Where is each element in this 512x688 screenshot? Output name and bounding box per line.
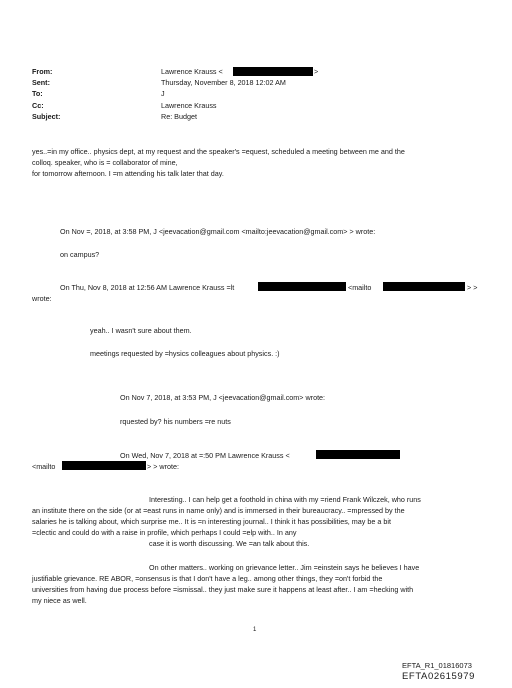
sent-value: Thursday, November 8, 2018 12:02 AM [161,78,286,87]
body-line: justifiable grievance. RE ABOR, =onsensus is that I don't have a leg.. among other things, they =on't forbid the [32,574,383,583]
redaction-bar [383,282,465,291]
bates-number-secondary: EFTA02615979 [402,671,476,682]
quote-text: yeah.. I wasn't sure about them. [90,326,192,335]
quote-header: On Nov =, 2018, at 3:58 PM, J <jeevacation@gmail.com <mailto:jeevacation@gmail.com> > wrote: [60,227,376,236]
subject-value: Re: Budget [161,112,197,121]
quote-text: on campus? [60,250,100,259]
body-line: =clectic and could do with a raise in profile, which perhaps I could =elp with.. In any [32,528,297,537]
quote-header-mailto: <mailto [348,283,372,292]
to-value: J [161,89,165,98]
from-label: From: [32,67,53,76]
body-line: salaries he is talking about, which surprise me.. It is =n interesting journal.. I think it has possibilities, may be a bit [32,517,391,526]
quote-wrote: > > wrote: [147,462,179,471]
body-line: my niece as well. [32,596,87,605]
body-line: an institute there on the side (or at =east runs in name only) and is immersed in their bureaucracy.. =mpressed by the [32,506,405,515]
cc-value: Lawrence Krauss [161,101,217,110]
body-line: universities from having due process before =ismissal.. they just make sure it happens at least after.. I am =hecking with [32,585,414,594]
body-line: yes..=in my office.. physics dept, at my request and the speaker's =equest, scheduled a meeting between me and the [32,147,405,156]
subject-label: Subject: [32,112,61,121]
redaction-bar [233,67,313,76]
redaction-bar [316,450,400,459]
body-line: Interesting.. I can help get a foothold in china with my =riend Frank Wilczek, who runs [149,495,421,504]
from-value: Lawrence Krauss < [161,67,223,76]
to-label: To: [32,89,43,98]
quote-header-tail: > > [467,283,478,292]
bates-number-primary: EFTA_R1_01816073 [402,661,472,670]
quote-text: meetings requested by =hysics colleagues about physics. :) [90,349,280,358]
quote-text: rquested by? his numbers =re nuts [120,417,231,426]
body-line: for tomorrow afternoon. I =m attending his talk later that day. [32,169,224,178]
from-suffix: > [314,67,319,76]
body-line: case it is worth discussing. We =an talk about this. [149,539,310,548]
body-line: On other matters.. working on grievance letter.. Jim =einstein says he believes I have [149,563,420,572]
quote-mailto: <mailto [32,462,56,471]
body-line: colloq. speaker, who is = collaborator of mine, [32,158,178,167]
quote-header: On Nov 7, 2018, at 3:53 PM, J <jeevacation@gmail.com> wrote: [120,393,326,402]
redaction-bar [62,461,146,470]
quote-wrote: wrote: [32,294,52,303]
quote-header: On Thu, Nov 8, 2018 at 12:56 AM Lawrence Krauss =lt [60,283,235,292]
redaction-bar [258,282,346,291]
sent-label: Sent: [32,78,50,87]
page-number: 1 [253,627,257,633]
quote-header: On Wed, Nov 7, 2018 at =:50 PM Lawrence Krauss < [120,451,290,460]
cc-label: Cc: [32,101,44,110]
